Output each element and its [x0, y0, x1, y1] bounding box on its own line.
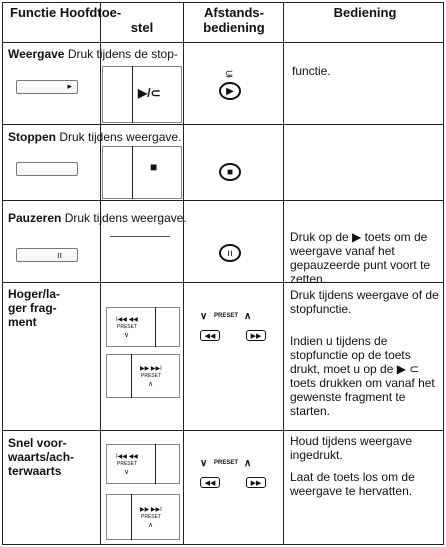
unit-stop-symbol: ■: [150, 160, 158, 174]
header-remote-1: Afstands-: [204, 5, 264, 20]
remote-prev-button[interactable]: [200, 330, 220, 341]
unit-play-symbol: ▶/⊂: [138, 86, 161, 100]
pause-icon: ıı: [227, 247, 233, 259]
up-icon: ∧: [148, 522, 154, 529]
header-divider: [2, 42, 444, 43]
remote-preset-label: PRESET: [214, 313, 239, 319]
pause-icon: ıı: [57, 250, 63, 260]
rewind-icon: ◀◀: [204, 479, 216, 487]
pause-button-device[interactable]: [16, 248, 78, 262]
panel-divider: [131, 494, 132, 540]
row-skip-title-1: Hoger/la-: [8, 287, 61, 301]
remote-pause-button[interactable]: [219, 244, 241, 262]
panel-divider: [132, 146, 133, 199]
unit-pause-line: [110, 236, 170, 237]
down-icon: ∨: [124, 332, 130, 339]
preset-label: PRESET: [141, 514, 162, 520]
panel-divider: [131, 354, 132, 398]
preset-label: PRESET: [117, 324, 138, 330]
header-function: Functie Hoofdtoe-: [10, 5, 122, 20]
col-divider: [183, 2, 184, 545]
row-scan-desc-1: Houd tijdens weergave ingedrukt.: [290, 434, 413, 462]
row-scan-title-2: waarts/ach-: [8, 450, 75, 464]
preset-label: PRESET: [141, 373, 162, 379]
forward-icon: ▶▶ ▶▶I: [140, 507, 162, 513]
row-play-intro: [8, 47, 178, 61]
row-stop-title: Stoppen: [8, 130, 56, 144]
stop-icon: ■: [226, 166, 234, 178]
row-scan-title-3: terwaarts: [8, 464, 62, 478]
forward-icon: ▶▶ ▶▶I: [140, 366, 162, 372]
remote-down-icon: ∨: [200, 458, 208, 469]
stop-button-device[interactable]: [16, 162, 78, 176]
prev-icon: ◀◀: [204, 332, 216, 340]
panel-divider: [155, 307, 156, 347]
remote-play-button[interactable]: [219, 82, 241, 100]
remote-down-icon: ∨: [200, 311, 208, 322]
row-pause-intro: [8, 211, 187, 225]
play-icon: ▶: [226, 85, 234, 97]
next-icon: ▶▶: [250, 332, 262, 340]
remote-rewind-button[interactable]: [200, 477, 220, 488]
remote-return-icon: ⊊: [225, 69, 234, 80]
down-icon: ∨: [124, 469, 130, 476]
col-divider: [283, 2, 284, 545]
row-play-desc: functie.: [292, 64, 331, 78]
row-pause-title: Pauzeren: [8, 211, 62, 225]
header-operation: Bediening: [333, 5, 397, 20]
header-unit: stel: [130, 20, 154, 35]
row-divider: [2, 430, 444, 431]
panel-divider: [132, 66, 133, 123]
remote-forward-button[interactable]: [246, 477, 266, 488]
preset-label: PRESET: [117, 461, 138, 467]
row-skip-desc-1: Druk tijdens weergave of de stopfunctie.: [290, 288, 439, 316]
row-play-text: Druk tijdens de stop-: [67, 47, 178, 61]
row-play-title: Weergave: [8, 47, 65, 61]
rewind-icon: I◀◀ ◀◀: [116, 317, 138, 323]
row-skip-desc-2: Indien u tijdens de stopfunctie op de toets drukt, moet u op de ▶ ⊂ toets drukken om vanaf het gewenste fragment te starten.: [290, 334, 435, 418]
unit-stop-panel: [102, 146, 182, 199]
remote-up-icon: ∧: [244, 311, 252, 322]
row-pause-text: Druk tijdens weergave.: [64, 211, 187, 225]
forward-icon: ▶▶: [250, 479, 262, 487]
remote-next-button[interactable]: [246, 330, 266, 341]
rewind-icon: I◀◀ ◀◀: [116, 454, 138, 460]
col-divider: [100, 2, 101, 545]
row-divider: [2, 124, 444, 125]
row-skip-title-3: ment: [8, 315, 37, 329]
row-divider: [2, 200, 444, 201]
row-stop-text: Druk tijdens weergave.: [59, 130, 182, 144]
play-icon: ▸: [67, 81, 72, 91]
header-remote-2: bediening: [203, 20, 265, 35]
play-button-device[interactable]: [16, 80, 78, 94]
remote-preset-label: PRESET: [214, 460, 239, 466]
remote-up-icon: ∧: [244, 458, 252, 469]
panel-divider: [155, 444, 156, 484]
row-scan-desc-2: Laat de toets los om de weergave te hervatten.: [290, 470, 415, 498]
row-stop-intro: [8, 130, 181, 144]
row-pause-desc: Druk op de ▶ toets om de weergave vanaf het gepauzeerde punt voort te zetten.: [290, 230, 431, 286]
row-skip-title-2: ger frag-: [8, 301, 57, 315]
remote-stop-button[interactable]: [219, 163, 241, 181]
row-scan-title-1: Snel voor-: [8, 436, 67, 450]
up-icon: ∧: [148, 381, 154, 388]
